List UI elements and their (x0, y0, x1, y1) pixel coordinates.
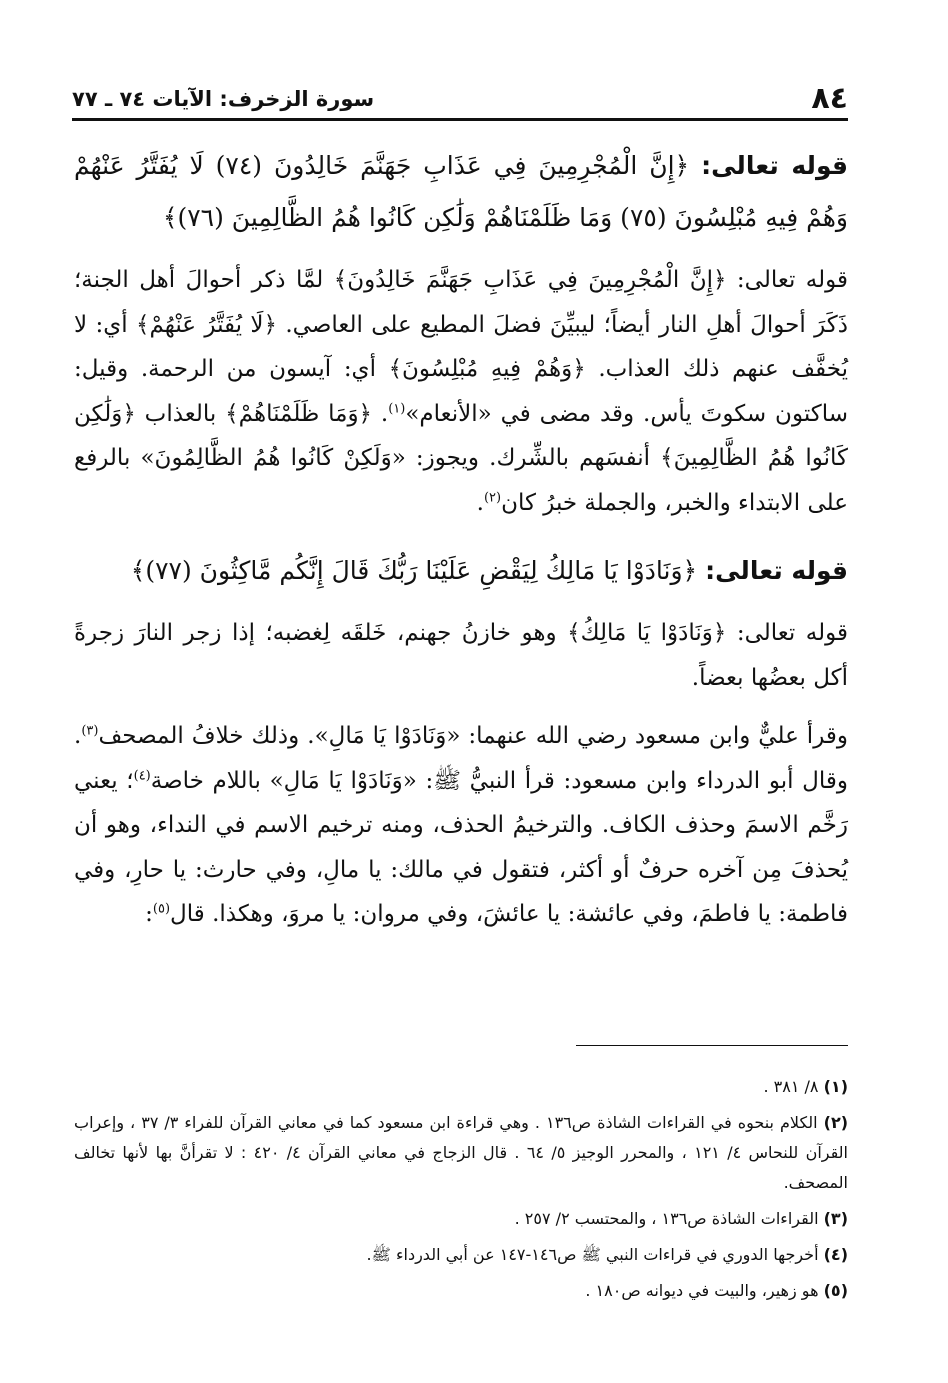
verse-heading-74-76 (74, 140, 848, 244)
footnote-ref[interactable]: (٣) (81, 723, 99, 739)
footnote-mark: (١) (823, 1077, 848, 1096)
footnote-ref[interactable]: (٤) (133, 767, 151, 783)
footnote-mark: (٣) (823, 1209, 848, 1228)
verse-heading-lead: قوله تعالى: (705, 556, 848, 585)
commentary-text: وقرأ عليٌّ وابن مسعود رضي الله عنهما: «وَنَادَوْا يَا مَالِ». وذلك خلافُ المصحف (98, 723, 848, 749)
commentary-text: . ﴿وَمَا ظَلَمْنَاهُمْ﴾ بالعذاب ﴿وَلَٰكِن كَانُوا هُمُ الظَّالِمِينَ﴾ أنفسَهم بالشِّرك. ويجوز: «وَلَكِنْ كَانُوا هُمُ الظَّالِمُونَ» بالرفع على الابتداء والخبر، والجملة خبرُ كان (74, 400, 848, 516)
footnote-text: القراءات الشاذة ص١٣٦ ، والمحتسب ٢/ ٢٥٧ . (514, 1209, 819, 1228)
commentary-paragraph (74, 714, 848, 937)
footnote-1 (74, 1072, 848, 1102)
footnotes (74, 1072, 848, 1312)
commentary-paragraph (74, 611, 848, 700)
commentary-text: قوله تعالى: ﴿إِنَّ الْمُجْرِمِينَ فِي عَذَابِ جَهَنَّمَ خَالِدُونَ﴾ لمَّا ذكر أحوالَ أهل الجنة؛ ذَكَرَ أحوالَ أهلِ النار أيضاً؛ ليبيِّنَ فضلَ المطيع على العاصي. ﴿لَا يُفَتَّرُ عَنْهُمْ﴾ أي: لا يُخفَّف عنهم ذلك العذاب. ﴿وَهُمْ فِيهِ مُبْلِسُونَ﴾ أي: آيسون من الرحمة. وقيل: ساكتون سكوتَ يأس. وقد مضى في «الأنعام» (74, 267, 848, 427)
footnote-mark: (٤) (823, 1245, 848, 1264)
running-title: سورة الزخرف: الآيات ٧٤ ـ ٧٧ (72, 87, 375, 111)
commentary-text: ؛ يعني رَخَّم الاسمَ وحذف الكاف. والترخيمُ الحذف، ومنه ترخيم الاسم في النداء، وهو أن يُحذفَ مِن آخره حرفٌ أو أكثر، فتقول في مالك: يا مالِ، وفي حارث: يا حارِ، وفي فاطمة: يا فاطمَ، وفي عائشة: يا عائشَ، وفي مروان: يا مروَ، وهكذا. قال (74, 767, 848, 927)
footnote-4 (74, 1240, 848, 1270)
commentary-text: قوله تعالى: ﴿وَنَادَوْا يَا مَالِكُ﴾ وهو خازنُ جهنم، خَلقَه لِغضبه؛ إذا زجر النارَ زجرةً أكل بعضُها بعضاً. (74, 620, 848, 691)
footnote-text: هو زهير، والبيت في ديوانه ص١٨٠ . (585, 1281, 819, 1300)
verse-heading-77 (74, 545, 848, 597)
commentary-text: . وقال أبو الدرداء وابن مسعود: قرأ النبيُّ ﷺ: «وَنَادَوْا يَا مَالِ» باللام خاصة (74, 723, 848, 794)
footnote-ref[interactable]: (٢) (483, 489, 502, 505)
verse-heading-lead: قوله تعالى: (701, 151, 848, 180)
footnote-text: أخرجها الدوري في قراءات النبي ﷺ ص١٤٦-١٤٧ عن أبي الدرداء ﷺ. (366, 1245, 819, 1264)
page-number: ٨٤ (811, 81, 848, 116)
commentary-paragraph (74, 258, 848, 525)
footnote-ref[interactable]: (٥) (152, 901, 171, 917)
footnote-mark: (٢) (823, 1113, 849, 1132)
commentary-text: . (476, 489, 484, 516)
footnote-text: الكلام بنحوه في القراءات الشاذة ص١٣٦ . وهي قراءة ابن مسعود كما في معاني القرآن للفراء ٣/ ٣٧ ، وإعراب القرآن للنحاس ٤/ ١٢١ ، والمحرر الوجيز ٥/ ٦٤ . قال الزجاج في معاني القرآن ٤/ ٤٢٠ : لا تقرأنَّ بها لأنها تخالف المصحف. (74, 1113, 848, 1192)
footnote-3 (74, 1204, 848, 1234)
footnote-mark: (٥) (823, 1281, 848, 1300)
quran-verse: ﴿إِنَّ الْمُجْرِمِينَ فِي عَذَابِ جَهَنَّمَ خَالِدُونَ (٧٤) لَا يُفَتَّرُ عَنْهُمْ وَهُمْ فِيهِ مُبْلِسُونَ (٧٥) وَمَا ظَلَمْنَاهُمْ وَلَٰكِن كَانُوا هُمُ الظَّالِمِينَ (٧٦)﴾ (74, 151, 848, 232)
commentary-text: : (145, 901, 153, 927)
quran-verse: ﴿وَنَادَوْا يَا مَالِكُ لِيَقْضِ عَلَيْنَا رَبُّكَ قَالَ إِنَّكُم مَّاكِثُونَ (٧٧)﴾ (130, 556, 698, 585)
main-text (74, 140, 848, 937)
running-header (72, 78, 848, 121)
footnote-ref[interactable]: (١) (388, 400, 406, 416)
footnote-5 (74, 1276, 848, 1306)
footnote-divider (576, 1045, 848, 1046)
footnote-2 (74, 1108, 848, 1198)
footnote-text: ٨/ ٣٨١ . (763, 1077, 819, 1096)
